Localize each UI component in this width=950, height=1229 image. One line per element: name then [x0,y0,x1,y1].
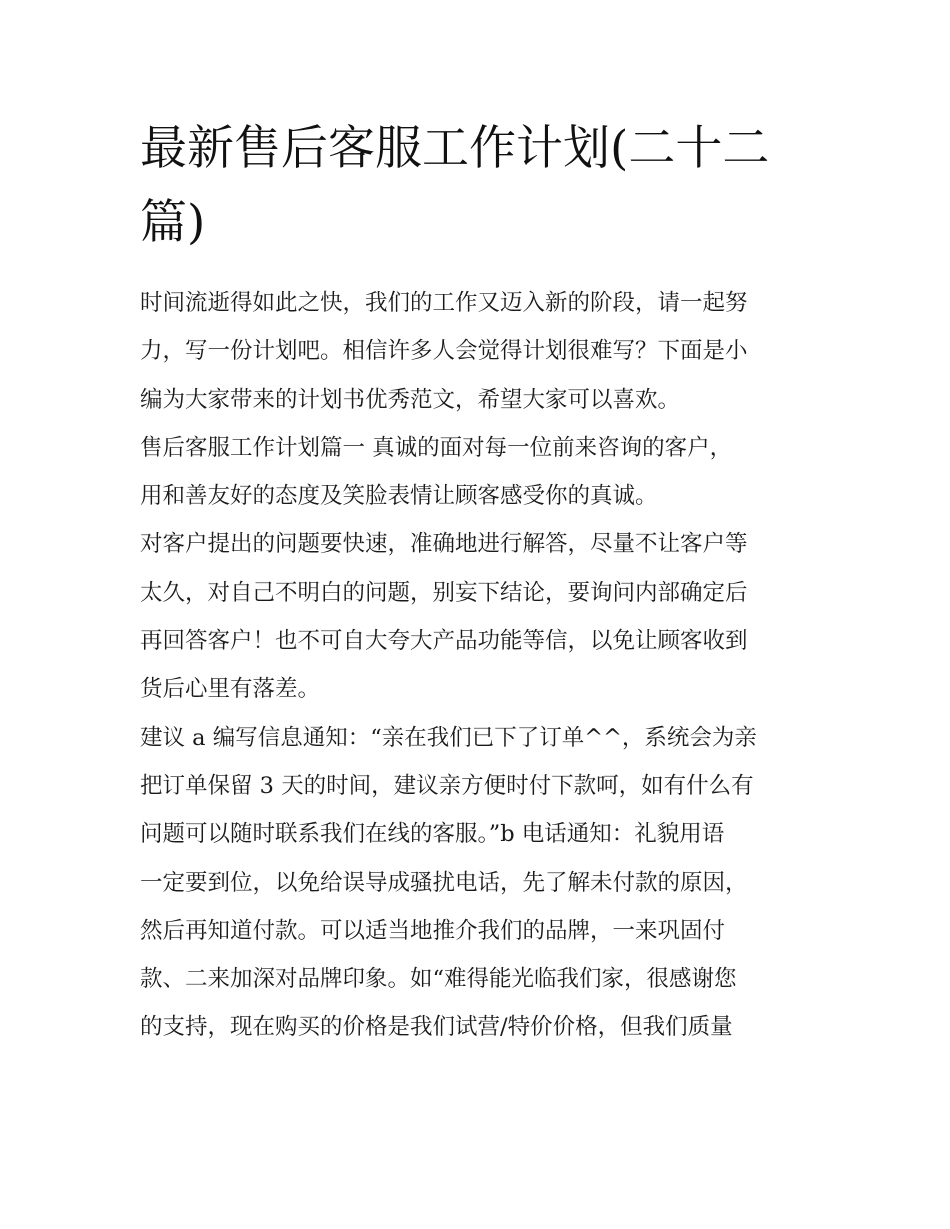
text-line: 建议 a 编写信息通知：“亲在我们已下了订单^^，系统会为亲 [140,724,757,751]
intro-paragraph [140,279,820,424]
text-line: 时间流逝得如此之快，我们的工作又迈入新的阶段，请一起努 [140,290,748,316]
text-line: 然后再知道付款。可以适当地推介我们的品牌，一来巩固付 [140,917,726,944]
text-line: 把订单保留 3 天的时间，建议亲方便时付下款呵，如有什么有 [140,772,754,799]
section-one-paragraph [140,424,820,521]
document-body [140,279,820,1052]
title-line: 最新售后客服工作计划(二十二 [140,121,770,176]
answer-questions-paragraph [140,520,820,713]
text-line: 力，写一份计划吧。相信许多人会觉得计划很难写？下面是小 [140,338,748,365]
title-line: 篇) [140,195,206,250]
document-title [140,112,820,260]
text-line: 太久，对自己不明白的问题，别妄下结论，要询问内部确定后 [140,579,748,606]
suggestion-paragraph [140,714,820,1052]
text-line: 问题可以随时联系我们在线的客服。”b 电话通知：礼貌用语 [140,821,725,848]
text-line: 一定要到位，以免给误导成骚扰电话，先了解未付款的原因， [140,869,748,896]
text-line: 售后客服工作计划篇一 真诚的面对每一位前来咨询的客户， [140,434,733,461]
text-line: 的支持，现在购买的价格是我们试营/特价价格，但我们质量 [140,1014,733,1041]
text-line: 编为大家带来的计划书优秀范文，希望大家可以喜欢。 [140,386,681,413]
text-line: 对客户提出的问题要快速，准确地进行解答，尽量不让客户等 [140,531,748,558]
text-line: 货后心里有落差。 [140,676,321,703]
text-line: 用和善友好的态度及笑脸表情让顾客感受你的真诚。 [140,483,658,510]
text-line: 再回答客户！也不可自大夸大产品功能等信，以免让顾客收到 [140,628,748,655]
text-line: 款、二来加深对品牌印象。如“难得能光临我们家，很感谢您 [140,966,737,993]
